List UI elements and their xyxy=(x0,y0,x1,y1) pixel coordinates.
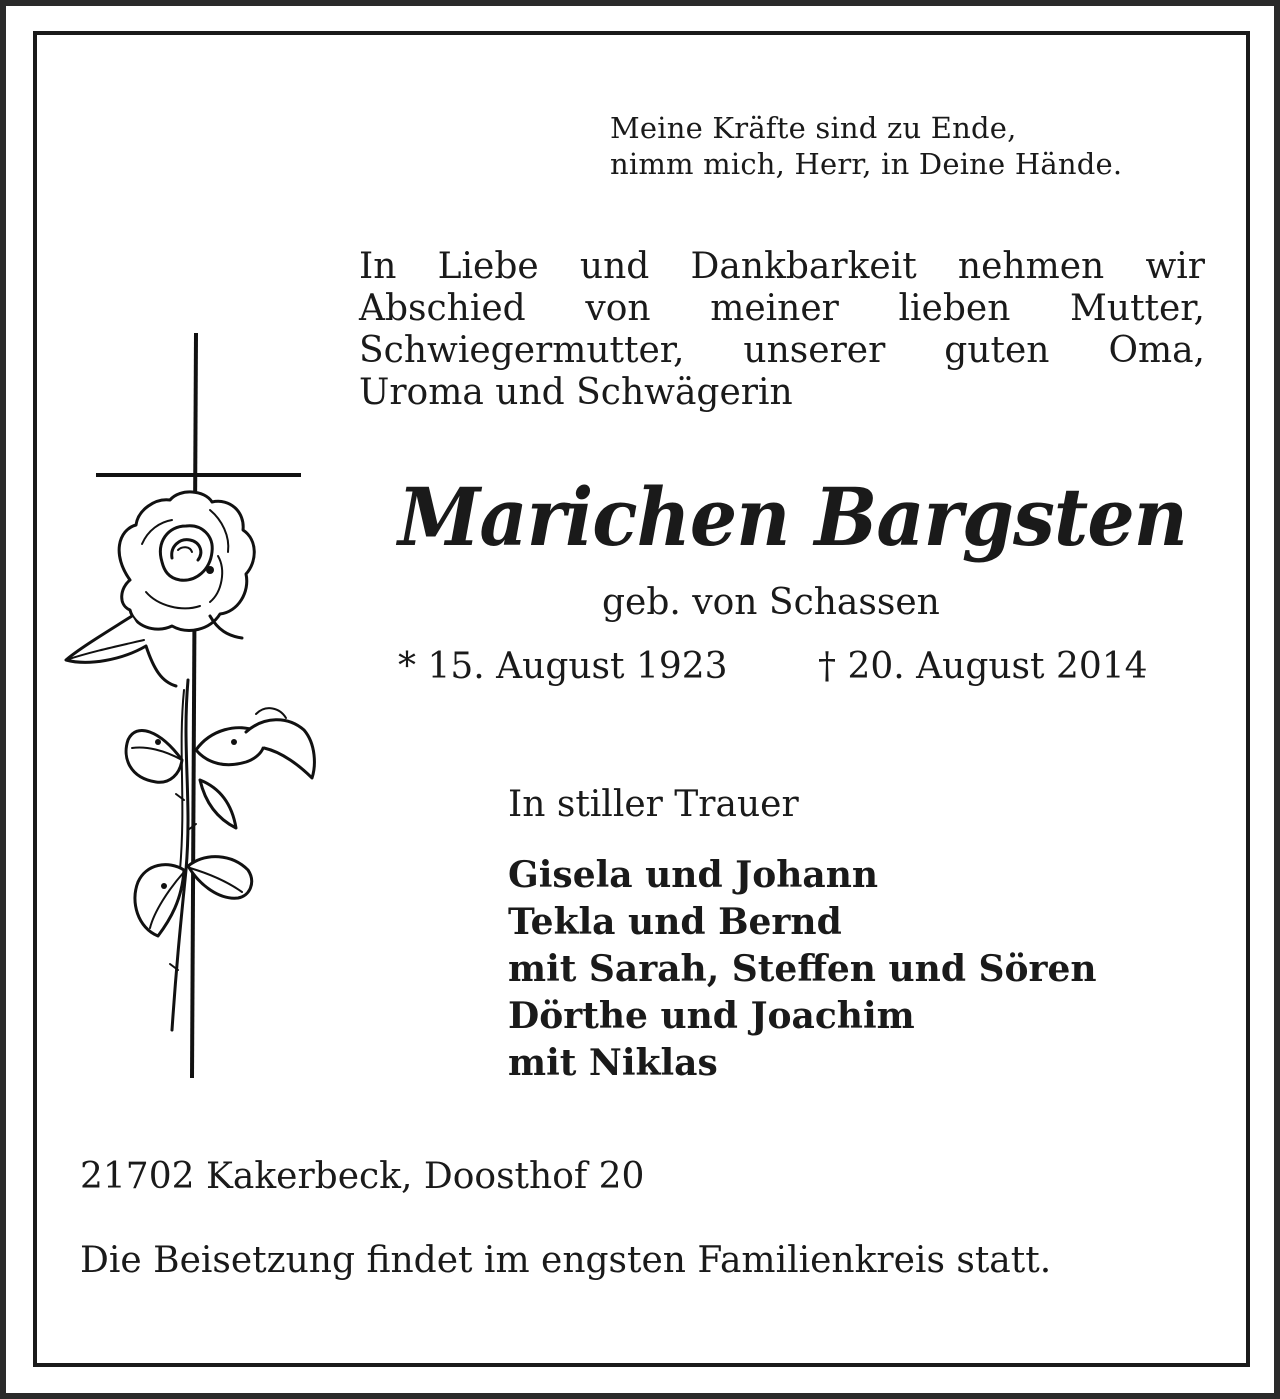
mourner-line: mit Sarah, Steffen und Sören xyxy=(508,948,1097,990)
birth-date: * 15. August 1923 xyxy=(398,646,728,687)
cross-rose-emblem xyxy=(60,330,320,1080)
intro-text xyxy=(359,246,1205,414)
death-date: † 20. August 2014 xyxy=(818,646,1148,687)
intro-line: In Liebe und Dankbarkeit nehmen wir xyxy=(359,246,1205,287)
mourner-line: Dörthe und Joachim xyxy=(508,995,915,1037)
rose-icon xyxy=(66,492,314,1030)
mourner-line: Tekla und Bernd xyxy=(508,901,842,943)
intro-line: Abschied von meiner lieben Mutter, xyxy=(359,288,1205,329)
verse-line: nimm mich, Herr, in Deine Hände. xyxy=(610,147,1123,181)
address: 21702 Kakerbeck, Doosthof 20 xyxy=(80,1156,645,1197)
mourner-line: Gisela und Johann xyxy=(508,854,879,896)
deceased-name: Marichen Bargsten xyxy=(398,470,1187,564)
mourners-list xyxy=(508,852,1097,1087)
mourner-line: mit Niklas xyxy=(508,1042,718,1084)
cross-icon xyxy=(96,333,301,1078)
verse-line: Meine Kräfte sind zu Ende, xyxy=(610,111,1017,145)
funeral-notice: Die Beisetzung findet im engsten Familienkreis statt. xyxy=(80,1240,1052,1281)
intro-line: Schwiegermutter, unserer guten Oma, xyxy=(359,330,1205,371)
bible-verse xyxy=(610,110,1122,182)
maiden-name: geb. von Schassen xyxy=(602,582,940,623)
intro-line: Uroma und Schwägerin xyxy=(359,372,793,413)
mourning-line: In stiller Trauer xyxy=(508,784,799,825)
